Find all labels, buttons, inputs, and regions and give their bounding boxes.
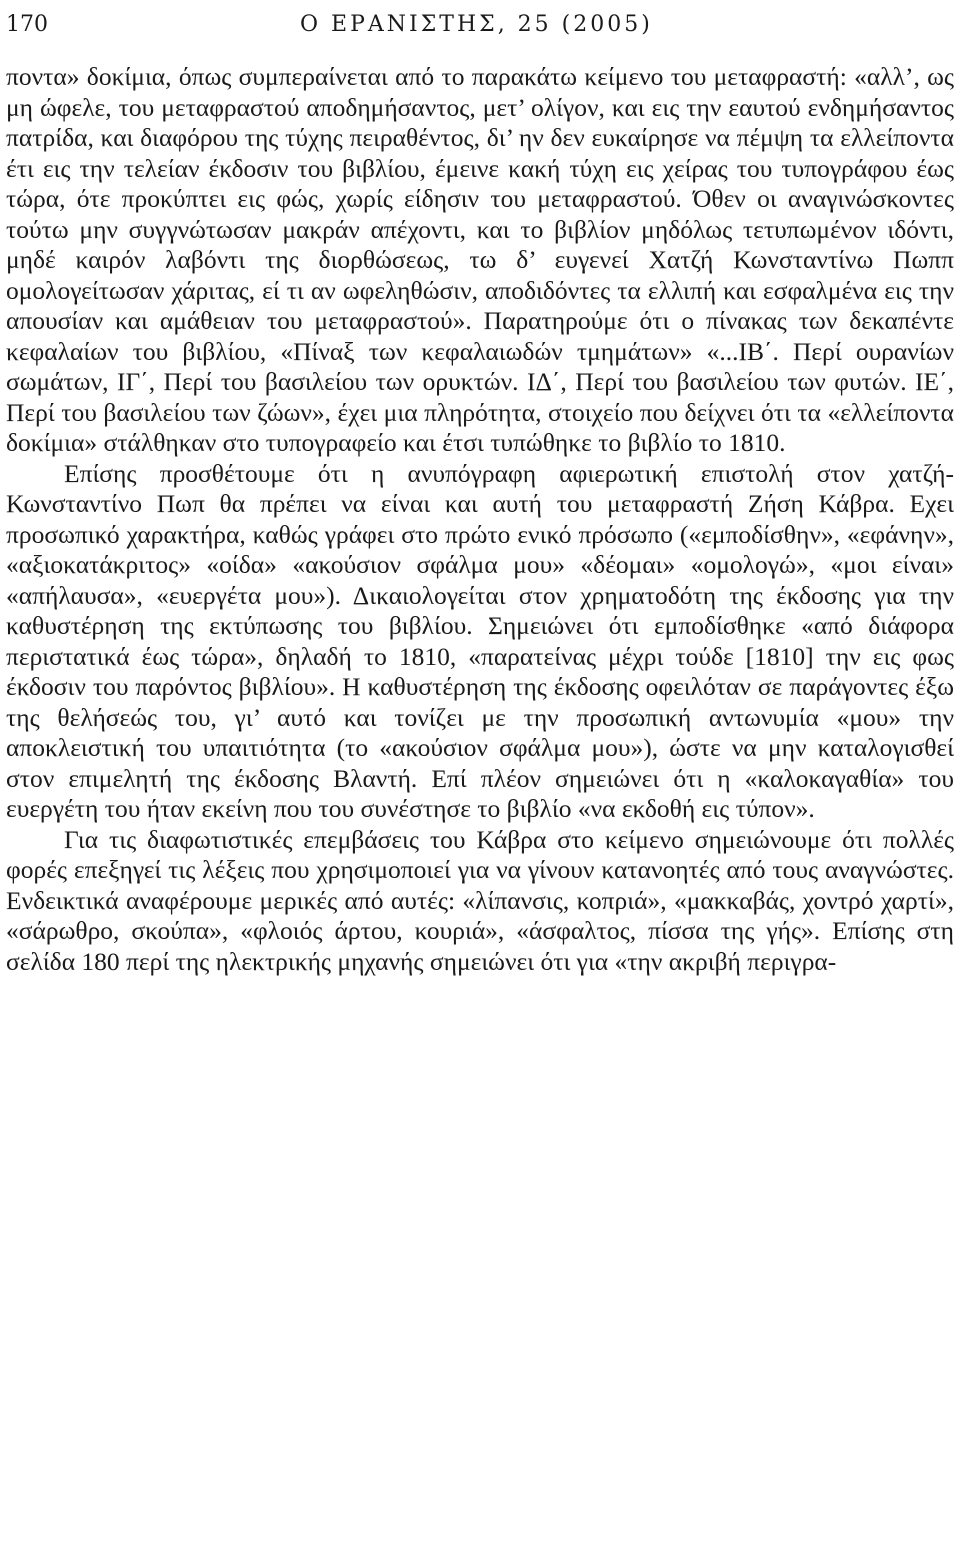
body-text xyxy=(6,62,954,977)
running-header xyxy=(0,8,960,42)
page-number: 170 xyxy=(6,12,48,37)
journal-title: Ο ΕΡΑΝΙΣΤΗΣ, 25 (2005) xyxy=(300,12,653,37)
paragraph-2: Επίσης προσθέτουμε ότι η ανυπόγραφη αφιερωτική επιστολή στον χατζή-Κωνσταντίνο Πωπ θα πρέπει να είναι και αυτή του μεταφραστή Ζήση Κάβρα. Εχει προσωπικό χαρακτήρα, καθώς γράφει στο πρώτο ενικό πρόσωπο («εμποδίσθην», «εφάνην», «αξιοκατάκριτος» «οίδα» «ακούσιον σφάλμα μου» «δέομαι» «ομολογώ», «μοι είναι» «απήλαυσα», «ευεργέτα μου»). Δικαιολογείται στον χρηματοδότη της έκδοσης για την καθυστέρηση της εκτύπωσης του βιβλίου. Σημειώνει ότι εμποδίσθηκε «από διάφορα περιστατικά έως τώρα», δηλαδή το 1810, «παρατείνας μέχρι τούδε [1810] την εις φως έκδοσιν του παρόντος βιβλίου». Η καθυστέρηση της έκδοσης οφειλόταν σε παράγοντες έξω της θελήσεώς του, γι’ αυτό και τονίζει με την προσωπική αντωνυμία «μου» την αποκλειστική του υπαιτιότητα (το «ακούσιον σφάλμα μου»), ώστε να μην καταλογισθεί στον επιμελητή της έκδοσης Βλαντή. Επί πλέον σημειώνει ότι η «καλοκαγαθία» του ευεργέτη του ήταν εκείνη που του συνέστησε το βιβλίο «να εκδοθή εις τύπον». xyxy=(6,458,954,823)
paragraph-1: ποντα» δοκίμια, όπως συμπεραίνεται από το παρακάτω κείμενο του μεταφραστή: «αλλ’, ως μη ώφελε, του μεταφραστού αποδημήσαντος, μετ’ ολίγον, και εις την εαυτού ενδημήσαντος πατρίδα, και διαφόρου της τύχης πειραθέντος, δι’ ην δεν ευκαίρησε να πέμψη τα ελλείποντα έτι εις την τελείαν έκδοσιν του βιβλίου, έμεινε κακή τύχη εις χείρας του τυπογράφου έως τώρα, ότε προκύπτει εις φώς, χωρίς είδησιν του μεταφραστού. Όθεν οι αναγινώσκοντες τούτω μην συγγνώτωσαν μακράν απέχοντι, και το βιβλίον μηδόλως τετυπωμένον ιδόντι, μηδέ καιρόν λαβόντι της διορθώσεως, τω δ’ ευγενεί Χατζή Κωνσταντίνω Πωππ ομολογείτωσαν χάριτας, εί τι αν ωφεληθώσιν, αποδιδόντες τα ελλιπή και εσφαλμένα εις την απουσίαν και αμάθειαν του μεταφραστού». Παρατηρούμε ότι ο πίνακας των δεκαπέντε κεφαλαίων του βιβλίου, «Πίναξ των κεφαλαιωδών τμημάτων» «...ΙΒ΄. Περί ουρανίων σωμάτων, ΙΓ΄, Περί του βασιλείου των ορυκτών. ΙΔ΄, Περί του βασιλείου των φυτών. ΙΕ΄, Περί του βασιλείου των ζώων», έχει μια πληρότητα, στοιχείο που δείχνει ότι τα «ελλείποντα δοκίμια» στάλθηκαν στο τυπογραφείο και έτσι τυπώθηκε το βιβλίο το 1810. xyxy=(6,62,954,457)
paragraph-3: Για τις διαφωτιστικές επεμβάσεις του Κάβρα στο κείμενο σημειώνουμε ότι πολλές φορές επεξηγεί τις λέξεις που χρησιμοποιεί για να γίνουν κατανοητές από τους αναγνώστες. Ενδεικτικά αναφέρουμε μερικές από αυτές: «λίπανσις, κοπριά», «μακκαβάς, χοντρό χαρτί», «σάρωθρο, σκούπα», «φλοιός άρτου, κουριά», «άσφαλτος, πίσσα της γής». Επίσης στη σελίδα 180 περί της ηλεκτρικής μηχανής σημειώνει ότι για «την ακριβή περιγρα- xyxy=(6,824,954,976)
